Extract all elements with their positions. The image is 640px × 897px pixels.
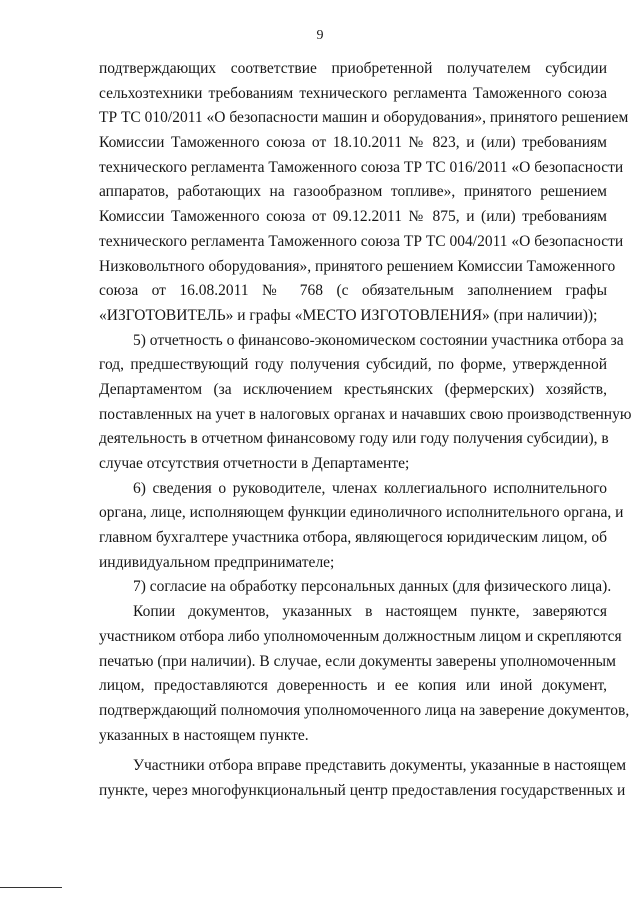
text-line: органа, лице, исполняющем функции единоличного исполнительного органа, и (99, 504, 624, 522)
text-line: технического регламента Таможенного союза ТР ТС 016/2011 «О безопасности (99, 158, 624, 176)
text-line: аппаратов, работающих на газообразном топливе», принятого решением (99, 183, 607, 201)
text-line: пункте, через многофункциональный центр предоставления государственных и (99, 781, 626, 799)
text-line: ТР ТС 010/2011 «О безопасности машин и оборудования», принятого решением (99, 109, 629, 127)
text-line: индивидуальном предпринимателе; (99, 553, 335, 571)
text-line: подтверждающих соответствие приобретенной получателем субсидии (99, 60, 607, 77)
text-line: Департаментом (за исключением крестьянских (фермерских) хозяйств, (99, 380, 607, 398)
text-line: год, предшествующий году получения субсидий, по форме, утвержденной (99, 356, 607, 374)
text-line: Комиссии Таможенного союза от 18.10.2011 № 823, и (или) требованиям (99, 134, 607, 152)
text-line: Копии документов, указанных в настоящем пункте, заверяются (133, 603, 607, 621)
text-line: 6) сведения о руководителе, членах коллегиального исполнительного (133, 479, 607, 497)
text-line: главном бухгалтере участника отбора, являющегося юридическим лицом, об (99, 529, 607, 547)
text-line: «ИЗГОТОВИТЕЛЬ» и графы «МЕСТО ИЗГОТОВЛЕНИЯ» (при наличии)); (99, 306, 598, 324)
text-line: Комиссии Таможенного союза от 09.12.2011 № 875, и (или) требованиям (99, 208, 607, 226)
text-line: лицом, предоставляются доверенность и ее копия или иной документ, (99, 677, 607, 695)
footnote-separator-line (0, 887, 62, 888)
text-line: печатью (при наличии). В случае, если документы заверены уполномоченным (99, 652, 616, 670)
text-line: технического регламента Таможенного союза ТР ТС 004/2011 «О безопасности (99, 232, 624, 250)
text-line: подтверждающий полномочия уполномоченного лица на заверение документов, (99, 701, 630, 719)
text-line: поставленных на учет в налоговых органах и начавших свою производственную (99, 405, 632, 423)
text-line: союза от 16.08.2011 № 768 (с обязательным заполнением графы (99, 282, 607, 300)
text-line: Низковольтного оборудования», принятого решением Комиссии Таможенного (99, 257, 616, 275)
text-line: указанных в настоящем пункте. (99, 726, 309, 744)
text-line: участником отбора либо уполномоченным должностным лицом и скрепляются (99, 627, 622, 645)
text-line: 7) согласие на обработку персональных данных (для физического лица). (133, 578, 612, 596)
text-line: деятельность в отчетном финансовому году или году получения субсидии), в (99, 430, 609, 448)
page-body-text (99, 57, 632, 804)
text-line: 5) отчетность о финансово-экономическом состоянии участника отбора за (133, 331, 624, 349)
text-line: случае отсутствия отчетности в Департаменте; (99, 455, 410, 472)
text-line: Участники отбора вправе представить документы, указанные в настоящем (133, 757, 627, 775)
page-number: 9 (316, 28, 324, 43)
text-line: сельхозтехники требованиям технического регламента Таможенного союза (99, 84, 607, 102)
